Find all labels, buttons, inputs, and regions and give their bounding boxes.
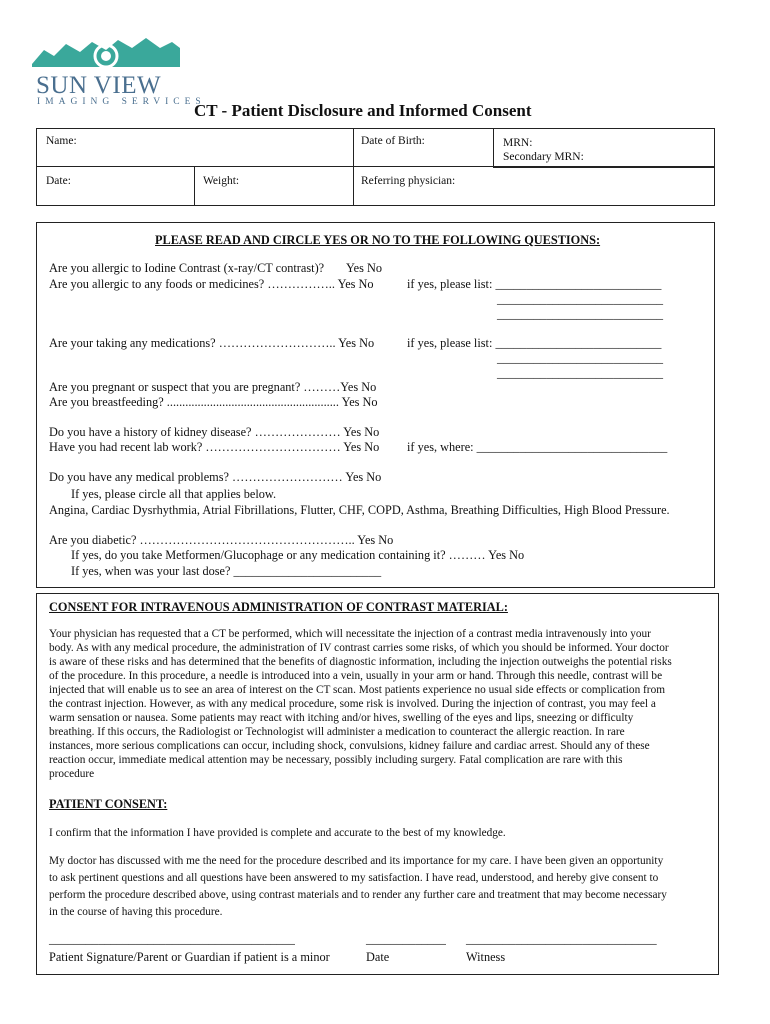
weight-field-label[interactable]: Weight:	[203, 175, 240, 187]
date-label: Date	[366, 950, 390, 964]
doctor-discussion-paragraph	[49, 853, 715, 921]
witness-signature-line[interactable]: _______________________________	[466, 932, 657, 946]
medical-problems-instruction: If yes, please circle all that applies below.	[71, 487, 277, 501]
consent-line: breathing. If this occurs, the Radiologist or Technologist will administer a medication to counteract the allergic reaction. In rare	[49, 726, 625, 738]
doctor-line: in the course of having this procedure.	[49, 906, 223, 918]
logo-subtitle: IMAGING SERVICES	[37, 97, 206, 107]
consent-heading: CONSENT FOR INTRAVENOUS ADMINISTRATION OF CONTRAST MATERIAL:	[49, 600, 508, 614]
food-allergy-list-field[interactable]: if yes, please list: ___________________________	[407, 277, 662, 291]
medications-list-line[interactable]: ___________________________	[497, 351, 664, 365]
consent-line: Your physician has requested that a CT be performed, which will necessitate the injection of a contrast media intravenously into your	[49, 628, 651, 640]
question-iodine-allergy: Are you allergic to Iodine Contrast (x-ray/CT contrast)?	[49, 261, 325, 275]
question-medical-problems[interactable]: Do you have any medical problems? ……………………… Yes No	[49, 470, 382, 484]
date-field-label[interactable]: Date:	[46, 175, 71, 187]
doctor-line: to ask pertinent questions and all questions have been answered to my satisfaction. I have read, understood, and hereby give consent to	[49, 872, 659, 884]
consent-line: body. As with any medical procedure, the administration of IV contrast carries some risks, of which you should be informed. Your doctor	[49, 642, 669, 654]
last-dose-field[interactable]: If yes, when was your last dose? ________________________	[71, 564, 382, 578]
mrn-field-label[interactable]: MRN:	[503, 137, 533, 149]
date-signature-line[interactable]: _____________	[366, 932, 446, 946]
patient-consent-heading: PATIENT CONSENT:	[49, 797, 168, 811]
consent-line: warm sensation or nausea. Some patients may react with itching and/or hives, swelling of the eyes and lips, sneezing or difficulty	[49, 712, 634, 724]
lab-work-where-field[interactable]: if yes, where: _______________________________	[407, 440, 668, 454]
consent-line: injected that will enable us to see an area of interest on the CT scan. Most patients experience no usual side effects or complication from	[49, 684, 666, 696]
table-divider	[353, 128, 354, 205]
signature-label: Patient Signature/Parent or Guardian if patient is a minor	[49, 950, 330, 964]
logo-name: SUN VIEW	[36, 72, 162, 99]
question-breastfeeding[interactable]: Are you breastfeeding? ........................................................ Yes No	[49, 395, 378, 409]
question-metformin[interactable]: If yes, do you take Metformen/Glucophage or any medication containing it? ……… Yes No	[71, 548, 525, 562]
consent-line: the contrast injection. However, as with any medical procedure, some risk is involved. During the injection of contrast, you may feel a	[49, 698, 656, 710]
confirm-statement: I confirm that the information I have provided is complete and accurate to the best of my knowledge.	[49, 827, 506, 839]
medications-list-field[interactable]: if yes, please list: ___________________________	[407, 336, 662, 350]
question-medications[interactable]: Are your taking any medications? ……………………….. Yes No	[49, 336, 375, 350]
question-diabetic[interactable]: Are you diabetic? …………………………………………….. Yes No	[49, 533, 394, 547]
food-allergy-list-line[interactable]: ___________________________	[497, 307, 664, 321]
medical-problems-list[interactable]: Angina, Cardiac Dysrhythmia, Atrial Fibrillations, Flutter, CHF, COPD, Asthma, Breathing Difficulties, High Blood Pressure.	[49, 503, 670, 517]
question-food-allergy[interactable]: Are you allergic to any foods or medicines? …………….. Yes No	[49, 277, 374, 291]
consent-paragraph	[49, 627, 715, 781]
food-allergy-list-line[interactable]: ___________________________	[497, 292, 664, 306]
question-lab-work[interactable]: Have you had recent lab work? …………………………… Yes No	[49, 440, 380, 454]
consent-line: procedure	[49, 768, 95, 780]
sun-view-logo-icon	[32, 34, 180, 76]
iodine-yes-no[interactable]: Yes No	[346, 261, 382, 275]
doctor-line: perform the procedure described above, using contrast materials and to render any further care and treatment that may become necessary	[49, 889, 667, 901]
question-pregnant[interactable]: Are you pregnant or suspect that you are pregnant? ………Yes No	[49, 380, 377, 394]
signature-line[interactable]: ________________________________________	[49, 932, 295, 946]
table-divider	[194, 166, 195, 205]
doctor-line: My doctor has discussed with me the need for the procedure described and its importance for my care. I have been given an opportunity	[49, 855, 664, 867]
name-field-label[interactable]: Name:	[46, 135, 77, 147]
dob-field-label[interactable]: Date of Birth:	[361, 135, 425, 147]
question-kidney-disease[interactable]: Do you have a history of kidney disease? ………………… Yes No	[49, 425, 380, 439]
consent-line: is aware of these risks and has determined that the benefits of diagnostic information, including the injection outweighs the potential risks	[49, 656, 672, 668]
questions-heading: PLEASE READ AND CIRCLE YES OR NO TO THE FOLLOWING QUESTIONS:	[155, 233, 601, 247]
medications-list-line[interactable]: ___________________________	[497, 366, 664, 380]
referring-physician-field-label[interactable]: Referring physician:	[361, 175, 456, 187]
secondary-mrn-field-label[interactable]: Secondary MRN:	[503, 151, 584, 163]
consent-line: reaction occur, immediate medical attention may be necessary, possibly including surgery. Fatal complication are rare with this	[49, 754, 623, 766]
page-title: CT - Patient Disclosure and Informed Consent	[194, 101, 532, 120]
witness-label: Witness	[466, 950, 506, 964]
consent-line: instances, more serious complications can occur, including shock, convulsions, kidney failure and cardiac arrest. Should any of these	[49, 740, 650, 752]
consent-line: of the procedure. In this procedure, a needle is introduced into a vein, usually in your arm or hand. Through this needle, contrast will be	[49, 670, 663, 682]
